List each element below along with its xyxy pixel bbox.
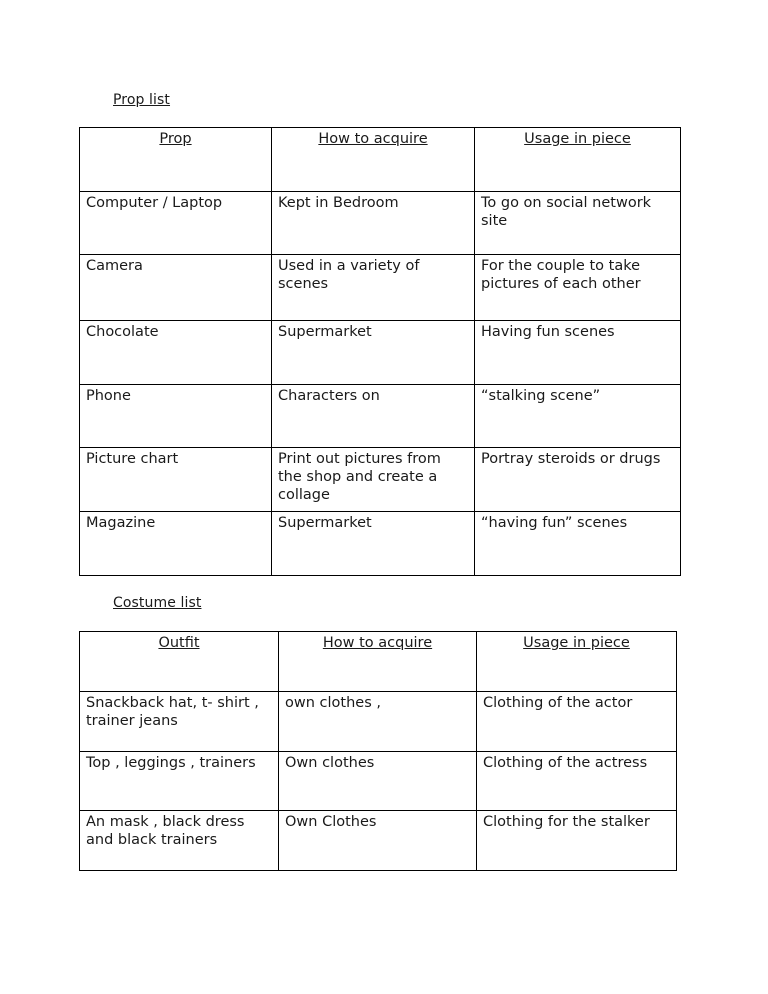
costume-header-usage: Usage in piece (477, 632, 677, 692)
prop-table (79, 127, 681, 576)
table-row (80, 752, 677, 811)
costume-header-how-to-acquire: How to acquire (279, 632, 477, 692)
prop-table-header (80, 128, 681, 192)
prop-cell-acquire: Kept in Bedroom (272, 192, 475, 255)
prop-cell-item: Magazine (80, 512, 272, 576)
table-row (80, 321, 681, 385)
costume-list-title: Costume list (113, 595, 202, 611)
costume-cell-usage: Clothing for the stalker (477, 811, 677, 871)
prop-cell-usage: Portray steroids or drugs (475, 448, 681, 512)
table-row (80, 192, 681, 255)
prop-cell-acquire: Used in a variety of scenes (272, 255, 475, 321)
prop-cell-item: Camera (80, 255, 272, 321)
prop-header-prop: Prop (80, 128, 272, 192)
prop-cell-usage: “having fun” scenes (475, 512, 681, 576)
prop-cell-acquire: Print out pictures from the shop and create a collage (272, 448, 475, 512)
costume-cell-outfit: Snackback hat, t- shirt , trainer jeans (80, 692, 279, 752)
prop-cell-item: Computer / Laptop (80, 192, 272, 255)
table-row (80, 811, 677, 871)
prop-header-how-to-acquire: How to acquire (272, 128, 475, 192)
costume-table-header (80, 632, 677, 692)
costume-cell-outfit: An mask , black dress and black trainers (80, 811, 279, 871)
prop-cell-usage: “stalking scene” (475, 385, 681, 448)
costume-cell-acquire: Own clothes (279, 752, 477, 811)
prop-header-usage: Usage in piece (475, 128, 681, 192)
prop-list-title: Prop list (113, 92, 171, 108)
costume-cell-acquire: own clothes , (279, 692, 477, 752)
table-row (80, 385, 681, 448)
table-row (80, 692, 677, 752)
prop-cell-usage: Having fun scenes (475, 321, 681, 385)
prop-cell-acquire: Supermarket (272, 321, 475, 385)
prop-cell-acquire: Characters on (272, 385, 475, 448)
prop-cell-item: Picture chart (80, 448, 272, 512)
table-row (80, 512, 681, 576)
costume-table (79, 631, 677, 871)
costume-header-outfit: Outfit (80, 632, 279, 692)
table-row (80, 255, 681, 321)
prop-cell-item: Phone (80, 385, 272, 448)
prop-cell-usage: For the couple to take pictures of each other (475, 255, 681, 321)
costume-cell-outfit: Top , leggings , trainers (80, 752, 279, 811)
costume-cell-usage: Clothing of the actor (477, 692, 677, 752)
costume-cell-acquire: Own Clothes (279, 811, 477, 871)
table-row (80, 448, 681, 512)
prop-cell-usage: To go on social network site (475, 192, 681, 255)
costume-cell-usage: Clothing of the actress (477, 752, 677, 811)
prop-cell-item: Chocolate (80, 321, 272, 385)
prop-cell-acquire: Supermarket (272, 512, 475, 576)
